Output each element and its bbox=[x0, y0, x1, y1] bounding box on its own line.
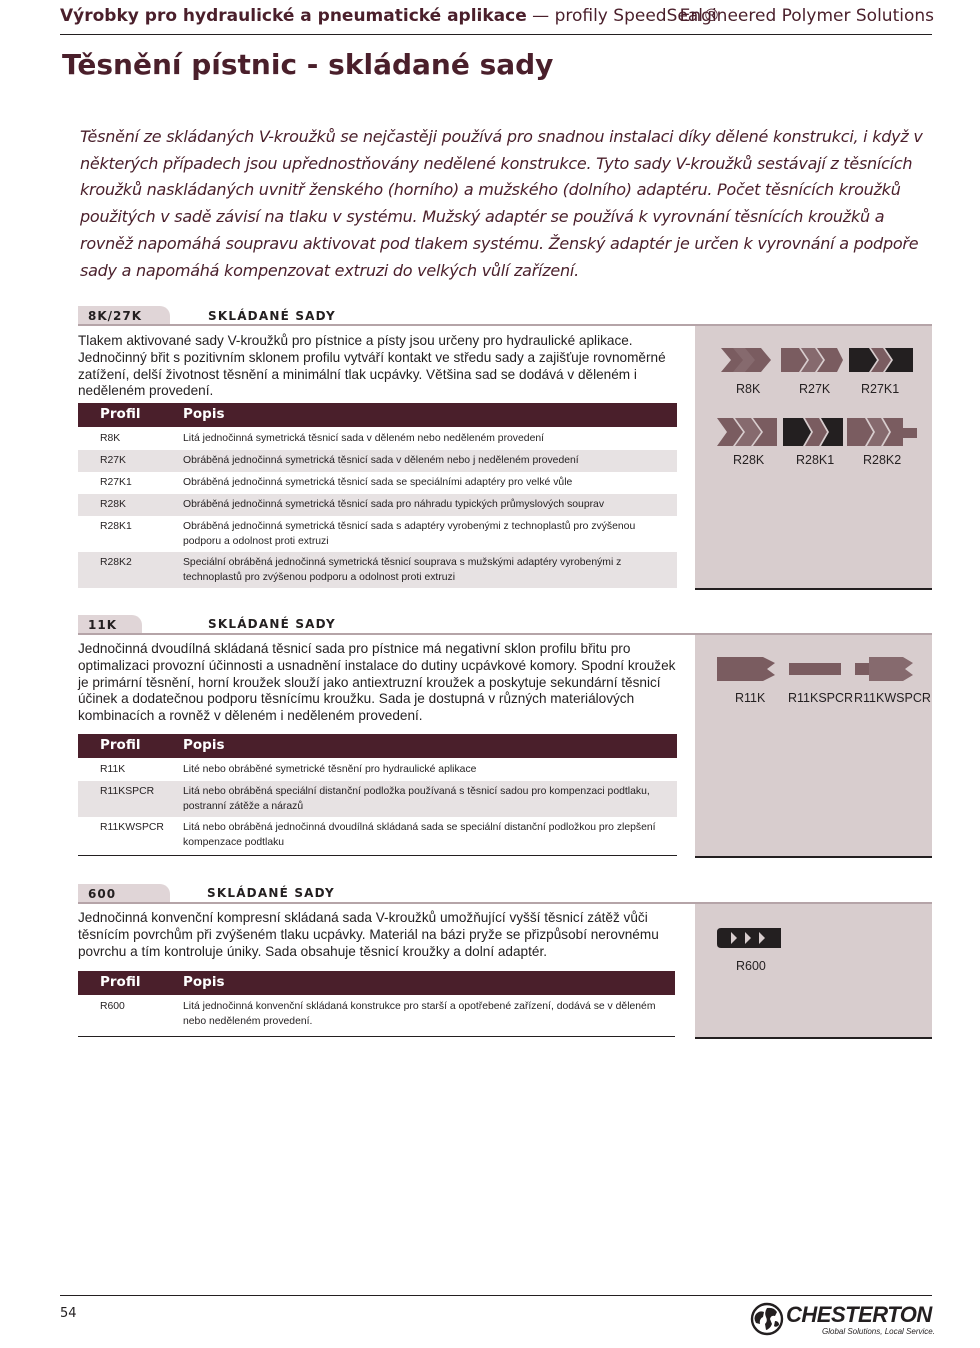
row-text: Litá nebo obráběná jednočinná dvoudílná skládaná sada se speciální distanční podložkou pro zlepšení kompenzace podtlaku bbox=[183, 822, 656, 848]
profile-image-panel bbox=[695, 326, 932, 588]
row-code: R28K bbox=[100, 499, 126, 510]
row-code: R28K2 bbox=[100, 557, 132, 568]
panel-rule bbox=[695, 856, 932, 858]
panel-rule bbox=[695, 588, 932, 590]
profile-r11k-icon bbox=[717, 657, 775, 681]
section-tab-600: 600 bbox=[78, 884, 170, 904]
panel-rule bbox=[695, 1037, 932, 1039]
row-code: R600 bbox=[100, 1001, 125, 1012]
profile-label: R11K bbox=[735, 691, 766, 705]
col-popis: Popis bbox=[183, 974, 225, 990]
footer-rule bbox=[60, 1295, 932, 1296]
chesterton-logo bbox=[750, 1300, 936, 1340]
col-popis: Popis bbox=[183, 406, 225, 422]
row-code: R11K bbox=[100, 764, 126, 775]
row-text: Obráběná jednočinná symetrická těsnicí sada se speciálními adaptéry pro velké vůle bbox=[183, 477, 573, 488]
row-text: Litá nebo obráběná speciální distanční podložka používaná s těsnicí sadou pro kompenzaci podtlaku, postranní zátěže a nárazů bbox=[183, 786, 650, 812]
row-text: Obráběná jednočinná symetrická těsnicí sada s adaptéry vyrobenými z technoplastů pro zvýšenou podporu a odolnost proti extruzi bbox=[183, 521, 636, 547]
profile-label: R600 bbox=[736, 959, 766, 973]
section-tab-8k27k: 8K/27K bbox=[78, 306, 170, 326]
table-header bbox=[78, 734, 677, 758]
table-row bbox=[78, 552, 677, 588]
profile-r8k-icon bbox=[721, 348, 771, 372]
profile-r27k-icon bbox=[781, 348, 843, 372]
section-tab-11k: 11K bbox=[78, 615, 142, 635]
section-label-600: SKLÁDANÉ SADY bbox=[207, 886, 335, 900]
table-row bbox=[78, 996, 675, 1036]
profile-image-panel bbox=[695, 635, 932, 856]
profile-label: R11KWSPCR bbox=[854, 691, 931, 705]
row-code: R27K1 bbox=[100, 477, 132, 488]
intro-paragraph: Těsnění ze skládaných V-kroužků se nejčastěji používá pro snadnou instalaci díky dělené konstrukci, i když v některých případech jsou upřednostňovány nedělené konstrukce. Tyto sady V-kroužků sestávají z těsnících kroužků naskládaných uvnitř ženského (horního) a mužského (dolního) adaptéru. Počet těsnících kroužků použitých v sadě závisí na tlaku v systému. Mužský adaptér se používá k vyrovnání těsnících kroužků a rovněž napomáhá soupravu aktivovat pod tlakem systému. Ženský adaptér je určen k vyrovnání a podpoře sady a napomáhá kompenzovat extruzi do velkých vůlí zařízení. bbox=[80, 127, 923, 280]
section-description: Tlakem aktivované sady V-kroužků pro pístnice a písty jsou určeny pro hydraulické aplikace. Jednočinný břit s pozitivním sklonem profilu vytváří kontakt ve středu sady a zajišťuje rovnoměrné zatížení, delší životnost těsnění a minimální tlak ucpávky. Většina sad se dodává v děleném i neděleném provedení. bbox=[78, 333, 666, 399]
col-profil: Profil bbox=[100, 974, 141, 990]
table-row bbox=[78, 759, 677, 781]
col-profil: Profil bbox=[100, 406, 141, 422]
row-text: Litá jednočinná konvenční skládaná konstrukce pro starší a opotřebené zařízení, dodává se v děleném nebo neděleném provedení. bbox=[183, 1001, 656, 1027]
table-row bbox=[78, 472, 677, 494]
section-description: Jednočinná dvoudílná skládaná těsnicí sada pro pístnice má negativní sklon profilu břitu pro optimalizaci provozní účinnosti a usnadnění instalace do dutiny ucpávkové komory. Spodní kroužek je primární těsnění, horní kroužek slouží jako antiextruzní kroužek a poskytuje sekundární těsnicí účinek a dodatečnou podporu těsnícímu kroužku. Sada je dostupná v různých materiálových kombinacích a rovněž v děleném i neděleném provedení. bbox=[78, 641, 676, 724]
col-popis: Popis bbox=[183, 737, 225, 753]
table-rule bbox=[78, 855, 677, 856]
table-row bbox=[78, 494, 677, 516]
row-code: R28K1 bbox=[100, 521, 132, 532]
header-title-bold: Výrobky pro hydraulické a pneumatické aplikace bbox=[60, 6, 527, 26]
row-text: Obráběná jednočinná symetrická těsnicí sada pro náhradu typických průmyslových souprav bbox=[183, 499, 605, 510]
profile-r600-icon bbox=[717, 928, 781, 948]
page-number: 54 bbox=[60, 1306, 77, 1321]
table-header bbox=[78, 403, 677, 427]
row-code: R11KWSPCR bbox=[100, 822, 164, 833]
profile-label: R28K1 bbox=[796, 453, 835, 467]
section-label-8k27k: SKLÁDANÉ SADY bbox=[208, 309, 336, 323]
row-code: R8K bbox=[100, 433, 121, 444]
profile-label: R27K1 bbox=[861, 382, 900, 396]
profile-label: R27K bbox=[799, 382, 831, 396]
header-brand: Engineered Polymer Solutions bbox=[679, 6, 934, 26]
row-code: R27K bbox=[100, 455, 126, 466]
profile-r28k1-icon bbox=[783, 418, 843, 446]
header-title-rest: — profily SpeedSeal® bbox=[526, 6, 720, 26]
logo-tagline: Global Solutions, Local Service. bbox=[822, 1327, 935, 1336]
header-rule bbox=[60, 34, 932, 35]
profile-illustrations bbox=[695, 904, 932, 1037]
row-text: Obráběná jednočinná symetrická těsnicí sada v děleném nebo j neděleném provedení bbox=[183, 455, 579, 466]
logo-wordmark: CHESTERTON bbox=[786, 1302, 932, 1327]
col-profil: Profil bbox=[100, 737, 141, 753]
profile-r28k-icon bbox=[717, 418, 777, 446]
row-code: R11KSPCR bbox=[100, 786, 155, 797]
table-header bbox=[78, 971, 675, 995]
profile-r11kwspcr-icon bbox=[855, 657, 913, 681]
profile-image-panel bbox=[695, 904, 932, 1037]
table-row bbox=[78, 428, 677, 450]
table-row bbox=[78, 817, 677, 855]
table-row bbox=[78, 516, 677, 552]
row-text: Lité nebo obráběné symetrické těsnění pro hydraulické aplikace bbox=[183, 764, 477, 775]
profile-illustrations bbox=[695, 635, 932, 856]
profile-r11kspcr-icon bbox=[789, 663, 841, 675]
profile-r28k2-icon bbox=[847, 418, 917, 446]
section-label-11k: SKLÁDANÉ SADY bbox=[208, 617, 336, 631]
table-row bbox=[78, 781, 677, 817]
section-description: Jednočinná konvenční kompresní skládaná sada V-kroužků umožňující vyšší těsnicí zátěž vůči těsnícím povrchům při zvýšeném tlaku ucpávky. Materiál na bázi pryže se přizpůsobí nerovnému povrchu a tím kontroluje úniky. Sada obsahuje těsnicí kroužky a dolní adaptér. bbox=[78, 910, 659, 959]
profile-label: R11KSPCR bbox=[788, 691, 854, 705]
profile-r27k1-icon bbox=[849, 348, 913, 372]
row-text: Litá jednočinná symetrická těsnicí sada v děleném nebo neděleném provedení bbox=[183, 433, 545, 444]
profile-label: R28K2 bbox=[863, 453, 902, 467]
table-rule bbox=[78, 1036, 675, 1037]
profile-label: R28K bbox=[733, 453, 765, 467]
running-header bbox=[60, 6, 934, 32]
table-row bbox=[78, 450, 677, 472]
profile-label: R8K bbox=[736, 382, 761, 396]
page-title: Těsnění pístnic - skládané sady bbox=[62, 48, 554, 81]
row-text: Speciální obráběná jednočinná symetrická těsnicí souprava s mužskými adaptéry vyrobenými z technoplastů pro zvýšenou podporu a odolnost proti extruzi bbox=[183, 557, 622, 583]
globe-icon bbox=[750, 1302, 784, 1336]
